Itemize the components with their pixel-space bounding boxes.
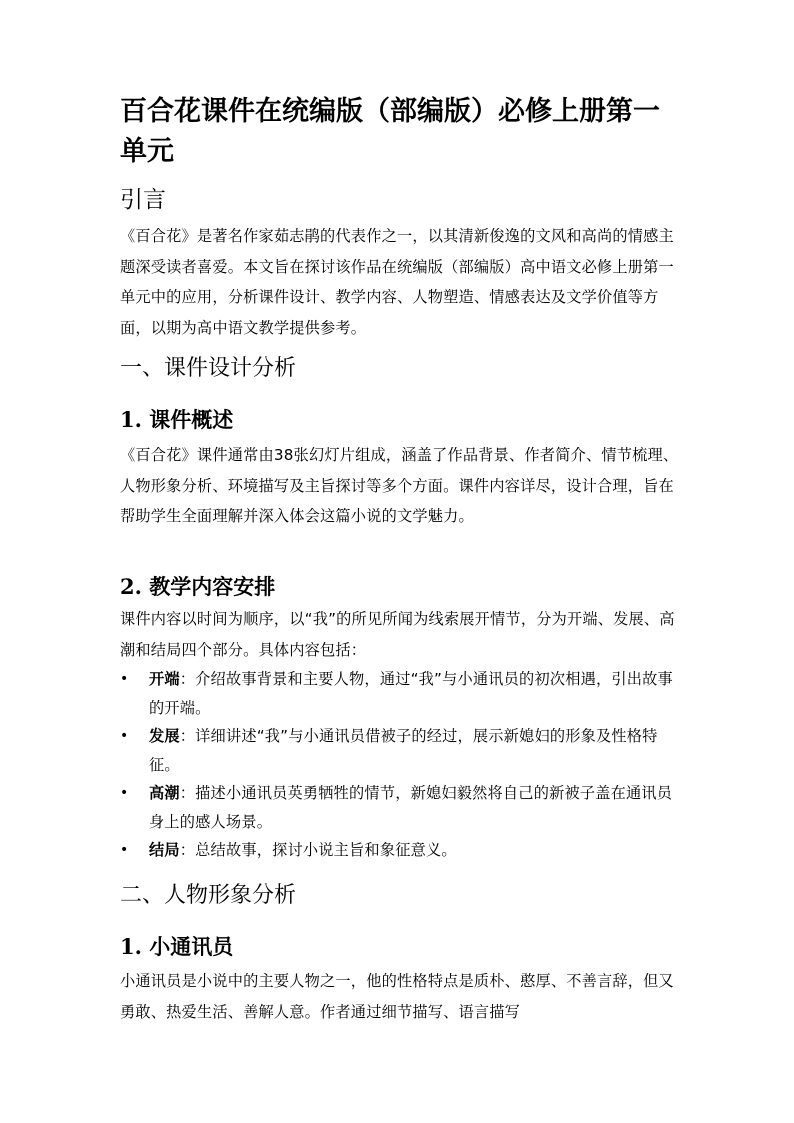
- list-item-term: 结局: [149, 841, 180, 859]
- section-1-2-title: 教学内容安排: [149, 575, 276, 599]
- list-item-text: 总结故事，探讨小说主旨和象征意义。: [195, 841, 457, 859]
- section-2-heading: 二、人物形象分析: [120, 883, 297, 908]
- list-item: [120, 779, 680, 836]
- list-item-separator: ：: [179, 841, 196, 859]
- list-item-term: 发展: [149, 727, 180, 745]
- section-1-2-paragraph: 课件内容以时间为顺序，以“我”的所见所闻为线索展开情节，分为开端、发展、高潮和结局四个部分。具体内容包括：: [120, 610, 675, 659]
- plot-structure-list: [120, 665, 680, 865]
- document-title: 百合花课件在统编版（部编版）必修上册第一单元: [120, 96, 660, 167]
- section-2-1-paragraph: 小通讯员是小说中的主要人物之一，他的性格特点是质朴、憨厚、不善言辞，但又勇敢、热爱生活、善解人意。作者通过细节描写、语言描写: [120, 972, 674, 1021]
- bullet-icon: •: [120, 842, 129, 858]
- list-item: [120, 836, 680, 865]
- list-item: [120, 722, 680, 779]
- section-1-2-heading: [120, 571, 275, 603]
- list-item-text: 介绍故事背景和主要人物，通过“我”与小通讯员的初次相遇，引出故事的开端。: [149, 670, 673, 717]
- list-item-term: 开端: [149, 670, 180, 688]
- section-2-1-heading: [120, 931, 233, 963]
- bullet-icon: •: [120, 671, 129, 687]
- section-1-1-heading: [120, 404, 233, 436]
- section-1-1-title: 课件概述: [149, 408, 234, 432]
- section-1-heading: 一、课件设计分析: [120, 356, 297, 381]
- section-2-1-title: 小通讯员: [149, 935, 234, 959]
- section-1-1-number: 1.: [120, 407, 142, 432]
- intro-paragraph: 《百合花》是著名作家茹志鹃的代表作之一，以其清新俊逸的文风和高尚的情感主题深受读者喜爱。本文旨在探讨该作品在统编版（部编版）高中语文必修上册第一单元中的应用，分析课件设计、教学内容、人物塑造、情感表达及文学价值等方面，以期为高中语文教学提供参考。: [120, 227, 674, 337]
- bullet-icon: •: [120, 785, 129, 801]
- list-item-text: 描述小通讯员英勇牺牲的情节，新媳妇毅然将自己的新被子盖在通讯员身上的感人场景。: [149, 784, 673, 831]
- intro-heading: 引言: [120, 187, 166, 213]
- list-item-separator: ：: [179, 784, 196, 802]
- section-1-2-number: 2.: [120, 574, 142, 599]
- list-item-separator: ：: [179, 727, 196, 745]
- list-item-separator: ：: [179, 670, 196, 688]
- bullet-icon: •: [120, 728, 129, 744]
- list-item-term: 高潮: [149, 784, 180, 802]
- list-item-text: 详细讲述“我”与小通讯员借被子的经过，展示新媳妇的形象及性格特征。: [149, 727, 658, 774]
- section-1-1-paragraph: 《百合花》课件通常由38张幻灯片组成，涵盖了作品背景、作者简介、情节梳理、人物形象分析、环境描写及主旨探讨等多个方面。课件内容详尽，设计合理，旨在帮助学生全面理解并深入体会这篇小说的文学魅力。: [120, 446, 679, 525]
- list-item: [120, 665, 680, 722]
- section-2-1-number: 1.: [120, 934, 142, 959]
